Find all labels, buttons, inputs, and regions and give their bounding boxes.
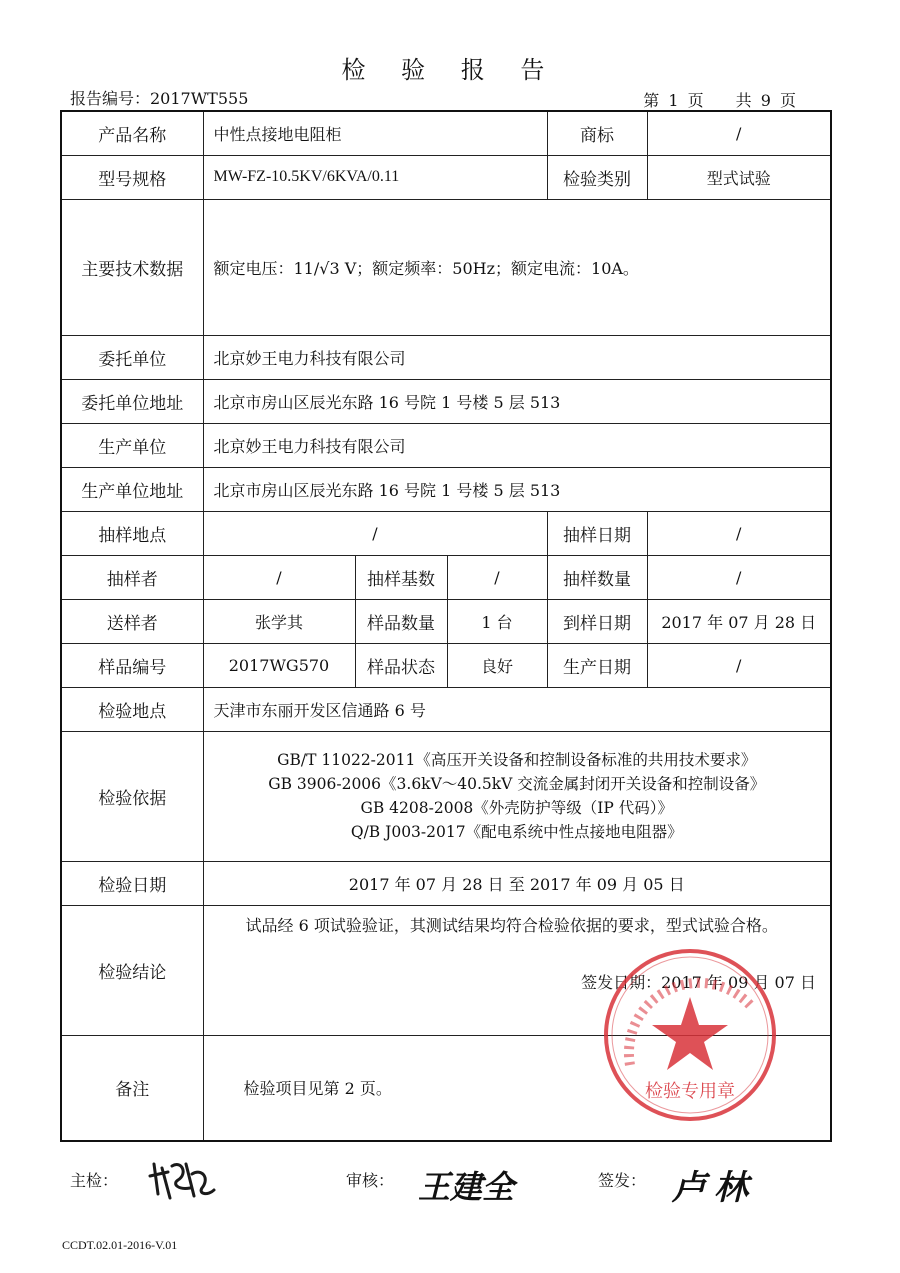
basis-standard: GB 4208-2008《外壳防护等级（IP 代码）》 (360, 799, 674, 817)
label-sampling-base: 抽样基数 (355, 555, 447, 599)
label-sample-no: 样品编号 (61, 643, 203, 687)
value-model: MW-FZ-10.5KV/6KVA/0.11 (203, 155, 547, 199)
issue-date: 签发日期：2017 年 09 月 07 日 (581, 972, 816, 992)
row-remark (61, 1035, 831, 1141)
page-info: 第 1 页 共 9 页 (643, 91, 796, 110)
report-number: 报告编号：2017WT555 (70, 89, 249, 108)
row-client-unit (61, 335, 831, 379)
chief-inspector-label: 主检： (70, 1171, 119, 1190)
label-sampling-place: 抽样地点 (61, 511, 203, 555)
value-inspection-basis (203, 731, 831, 861)
row-producer-address (61, 467, 831, 511)
value-remark: 检验项目见第 2 页。 (203, 1035, 831, 1141)
chief-inspector-signature (148, 1154, 220, 1202)
conclusion-text: 试品经 6 项试验验证，其测试结果均符合检验依据的要求，型式试验合格。 (245, 915, 778, 935)
label-tech-data: 主要技术数据 (61, 199, 203, 335)
label-model: 型号规格 (61, 155, 203, 199)
label-sampling-qty: 抽样数量 (547, 555, 647, 599)
value-producer-address: 北京市房山区辰光东路 16 号院 1 号楼 5 层 513 (203, 467, 831, 511)
row-inspection-place (61, 687, 831, 731)
label-inspection-date: 检验日期 (61, 861, 203, 905)
label-test-type: 检验类别 (547, 155, 647, 199)
row-client-address (61, 379, 831, 423)
approver-signature: 卢林 (672, 1168, 756, 1208)
value-client-unit: 北京妙王电力科技有限公司 (203, 335, 831, 379)
row-sampler (61, 555, 831, 599)
label-brand: 商标 (547, 111, 647, 155)
row-sample-no (61, 643, 831, 687)
value-brand: / (647, 111, 831, 155)
value-producer-unit: 北京妙王电力科技有限公司 (203, 423, 831, 467)
label-sampling-date: 抽样日期 (547, 511, 647, 555)
label-client-address: 委托单位地址 (61, 379, 203, 423)
value-test-type: 型式试验 (647, 155, 831, 199)
value-sampling-place: / (203, 511, 547, 555)
row-product-name (61, 111, 831, 155)
value-tech-data: 额定电压：11/√3 V；额定频率：50Hz；额定电流：10A。 (203, 199, 831, 335)
row-inspection-basis (61, 731, 831, 861)
value-arrival-date: 2017 年 07 月 28 日 (647, 599, 831, 643)
basis-standard: Q/B J003-2017《配电系统中性点接地电阻器》 (350, 823, 683, 841)
report-title: 检 验 报 告 (341, 56, 559, 84)
label-sample-state: 样品状态 (355, 643, 447, 687)
value-sampling-date: / (647, 511, 831, 555)
value-sample-qty: 1 台 (447, 599, 547, 643)
label-producer-unit: 生产单位 (61, 423, 203, 467)
row-inspection-date (61, 861, 831, 905)
reviewer-signature: 王建全 (418, 1168, 515, 1206)
document-code: CCDT.02.01-2016-V.01 (62, 1238, 178, 1252)
value-sample-state: 良好 (447, 643, 547, 687)
value-product-name: 中性点接地电阻柜 (203, 111, 547, 155)
report-table (60, 110, 832, 1142)
label-sample-qty: 样品数量 (355, 599, 447, 643)
value-client-address: 北京市房山区辰光东路 16 号院 1 号楼 5 层 513 (203, 379, 831, 423)
value-sample-no: 2017WG570 (203, 643, 355, 687)
label-sender: 送样者 (61, 599, 203, 643)
label-sampler: 抽样者 (61, 555, 203, 599)
label-inspection-place: 检验地点 (61, 687, 203, 731)
row-model (61, 155, 831, 199)
label-arrival-date: 到样日期 (547, 599, 647, 643)
label-producer-address: 生产单位地址 (61, 467, 203, 511)
row-sampling-place (61, 511, 831, 555)
value-inspection-place: 天津市东丽开发区信通路 6 号 (203, 687, 831, 731)
approver-label: 签发： (598, 1171, 647, 1190)
label-inspection-basis: 检验依据 (61, 731, 203, 861)
stamp-text: 检验专用章 (645, 1081, 735, 1102)
label-client-unit: 委托单位 (61, 335, 203, 379)
row-conclusion (61, 905, 831, 1035)
label-conclusion: 检验结论 (61, 905, 203, 1035)
value-sampling-base: / (447, 555, 547, 599)
value-conclusion (203, 905, 831, 1035)
row-sender (61, 599, 831, 643)
label-remark: 备注 (61, 1035, 203, 1141)
reviewer-label: 审核： (346, 1171, 395, 1190)
row-producer-unit (61, 423, 831, 467)
label-product-name: 产品名称 (61, 111, 203, 155)
value-sampler: / (203, 555, 355, 599)
label-production-date: 生产日期 (547, 643, 647, 687)
row-tech-data (61, 199, 831, 335)
value-inspection-date: 2017 年 07 月 28 日 至 2017 年 09 月 05 日 (203, 861, 831, 905)
value-production-date: / (647, 643, 831, 687)
basis-standard: GB/T 11022-2011《高压开关设备和控制设备标准的共用技术要求》 (277, 751, 757, 769)
basis-standard: GB 3906-2006《3.6kV～40.5kV 交流金属封闭开关设备和控制设备》 (268, 775, 766, 793)
value-sender: 张学其 (203, 599, 355, 643)
value-sampling-qty: / (647, 555, 831, 599)
